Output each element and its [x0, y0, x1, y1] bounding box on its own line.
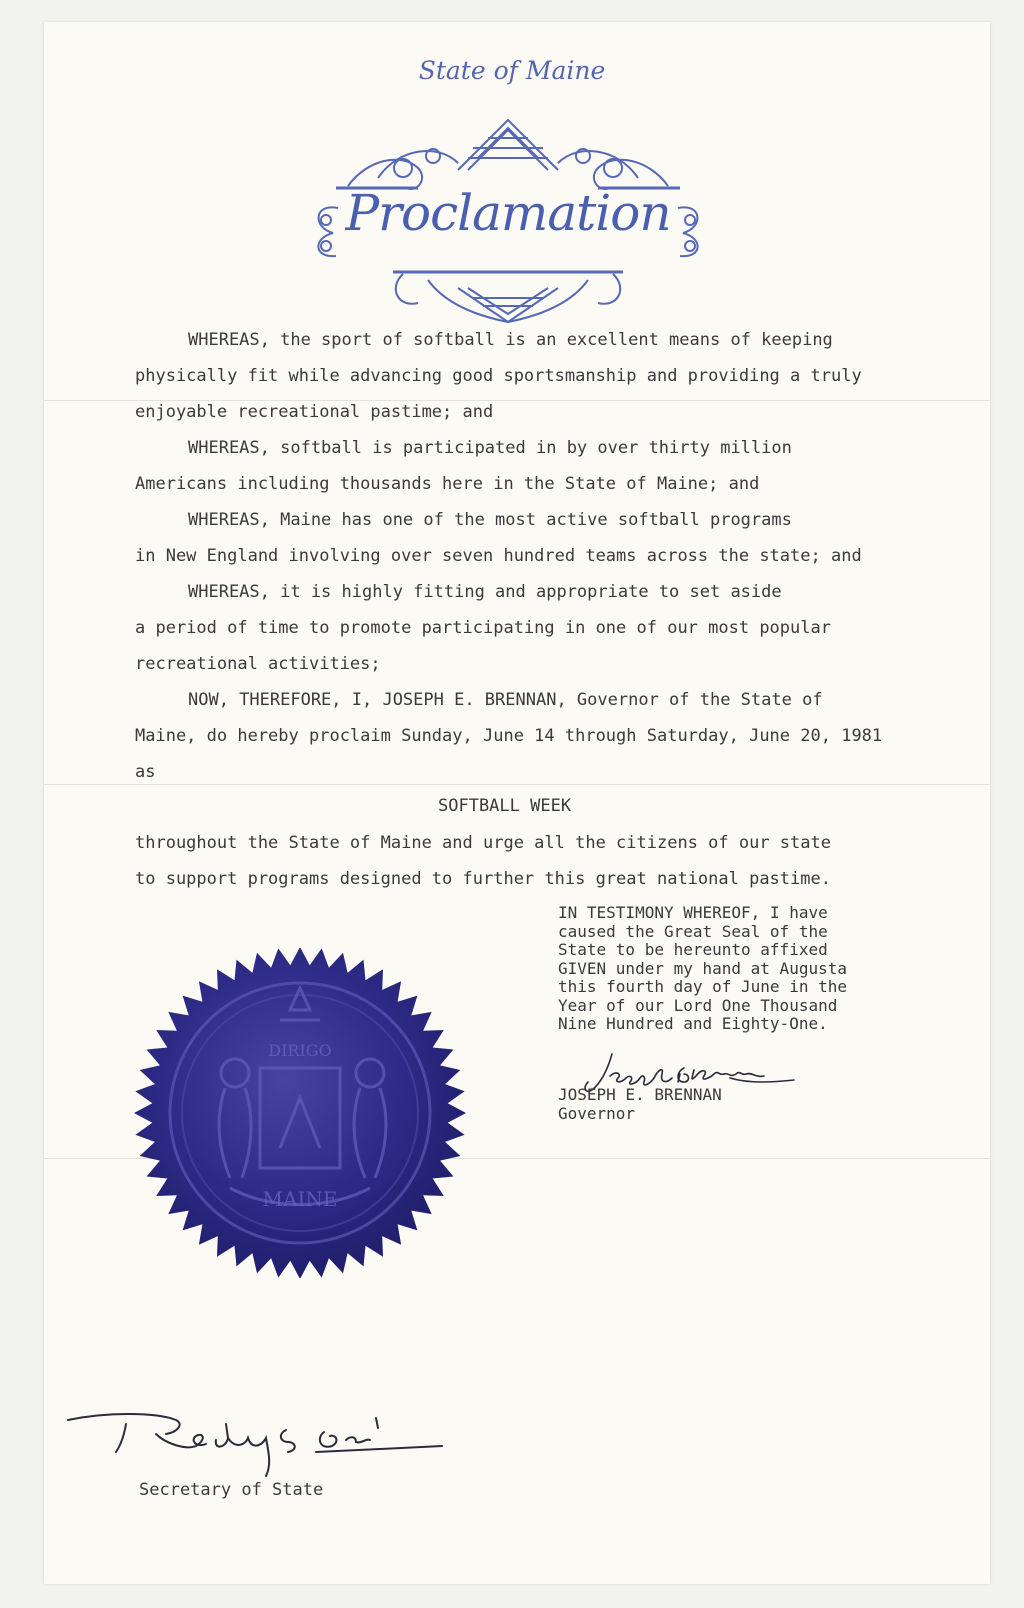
- testimony-line: Year of our Lord One Thousand: [558, 995, 838, 1015]
- testimony-line: State to be hereunto affixed: [558, 940, 828, 959]
- seal-state: MAINE: [262, 1187, 338, 1211]
- body-line: Americans including thousands here in the State of Maine; and: [135, 474, 760, 494]
- body-line: WHEREAS, the sport of softball is an excellent means of keeping: [188, 330, 833, 350]
- body-line: NOW, THEREFORE, I, JOSEPH E. BRENNAN, Governor of the State of: [188, 690, 823, 710]
- body-line: throughout the State of Maine and urge all the citizens of our state: [135, 833, 831, 853]
- body-line: WHEREAS, it is highly fitting and appropriate to set aside: [188, 582, 782, 602]
- paper-fold: [44, 400, 990, 401]
- proclamation-title: Proclamation: [345, 184, 671, 242]
- body-line: recreational activities;: [135, 654, 381, 674]
- seal-motto: DIRIGO: [268, 1041, 332, 1060]
- governor-title: Governor: [558, 1104, 636, 1123]
- testimony-line: IN TESTIMONY WHEREOF, I have: [558, 903, 828, 922]
- body-line: enjoyable recreational pastime; and: [135, 402, 494, 422]
- body-line: to support programs designed to further this great national pastime.: [135, 869, 831, 889]
- proclamation-cartouche: [308, 108, 708, 334]
- body-line: a period of time to promote participating in one of our most popular: [135, 618, 831, 638]
- body-line: physically fit while advancing good sportsmanship and providing a truly: [135, 366, 862, 386]
- body-line: in New England involving over seven hundred teams across the state; and: [135, 546, 862, 566]
- governor-name: JOSEPH E. BRENNAN: [558, 1085, 722, 1104]
- testimony-line: this fourth day of June in the: [558, 977, 847, 996]
- testimony-line: Nine Hundred and Eighty-One.: [558, 1014, 828, 1033]
- testimony-line: caused the Great Seal of the: [558, 921, 828, 941]
- paper-fold: [44, 784, 990, 785]
- proclamation-subject: SOFTBALL WEEK: [438, 796, 572, 816]
- secretary-title: Secretary of State: [139, 1480, 324, 1500]
- body-line: WHEREAS, Maine has one of the most active softball programs: [188, 510, 792, 530]
- secretary-signature: [66, 1410, 446, 1482]
- great-seal-icon: [130, 948, 470, 1278]
- body-line: as: [135, 762, 156, 782]
- body-line: WHEREAS, softball is participated in by over thirty million: [188, 438, 792, 458]
- body-line: Maine, do hereby proclaim Sunday, June 14 through Saturday, June 20, 1981: [135, 726, 883, 746]
- letterhead-state: State of Maine: [418, 56, 606, 85]
- testimony-line: GIVEN under my hand at Augusta: [558, 958, 847, 978]
